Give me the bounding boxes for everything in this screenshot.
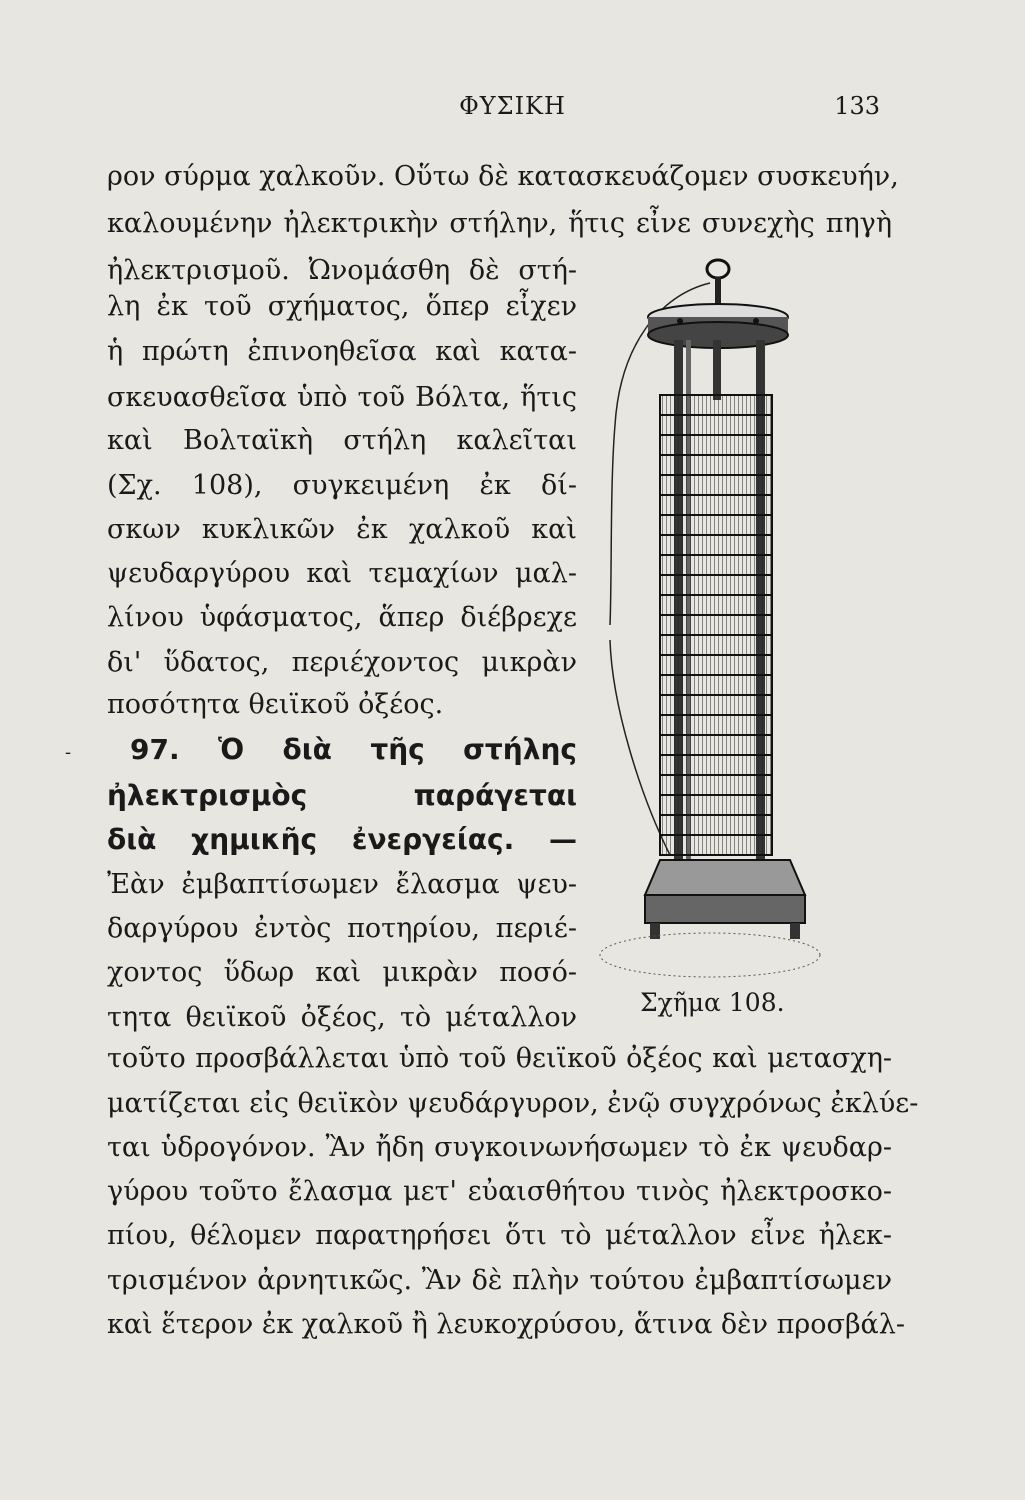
text-line: λίνου ὑφάσματος, ἅπερ διέβρεχε (107, 602, 577, 633)
text-line: ρον σύρμα χαλκοῦν. Οὕτω δὲ κατασκευάζομεν συσκευήν, (107, 161, 899, 192)
text-line: (Σχ. 108), συγκειμένη ἐκ δί- (107, 470, 577, 501)
text-line: δαργύρου ἐντὸς ποτηρίου, περιέ- (107, 913, 577, 944)
text-line: λη ἐκ τοῦ σχήματος, ὅπερ εἶχεν (107, 291, 577, 322)
text-line: ται ὑδρογόνον. Ἂν ἤδη συγκοινωνήσωμεν τὸ ἐκ ψευδαρ- (107, 1132, 892, 1163)
section-heading-line: 97. Ὁ διὰ τῆς στήλης (130, 733, 577, 766)
text-line: καὶ Βολταϊκὴ στήλη καλεῖται (107, 425, 577, 456)
text-line: ἠλεκτρισμοῦ. Ὠνομάσθη δὲ στή- (107, 255, 577, 286)
text-line: τρισμένον ἀρνητικῶς. Ἂν δὲ πλὴν τούτου ἐμβαπτίσωμεν (107, 1265, 892, 1296)
text-line: τοῦτο προσβάλλεται ὑπὸ τοῦ θειϊκοῦ ὀξέος καὶ μετασχη- (107, 1043, 892, 1074)
running-header-title: ΦΥΣΙΚΗ (459, 92, 566, 120)
section-heading-line: διὰ χημικῆς ἐνεργείας. — (107, 823, 577, 856)
text-line: ψευδαργύρου καὶ τεμαχίων μαλ- (107, 558, 577, 589)
text-line: καὶ ἕτερον ἐκ χαλκοῦ ἢ λευκοχρύσου, ἅτινα δὲν προσβάλ- (107, 1309, 906, 1340)
text-line: τητα θειϊκοῦ ὀξέος, τὸ μέταλλον (107, 1002, 577, 1033)
text-line: καλουμένην ἠλεκτρικὴν στήλην, ἥτις εἶνε συνεχὴς πηγὴ (107, 208, 892, 239)
margin-mark: - (65, 742, 72, 763)
voltaic-pile-figure (590, 255, 825, 985)
text-line: Ἐὰν ἐμβαπτίσωμεν ἔλασμα ψευ- (107, 869, 577, 900)
figure-caption: Σχῆμα 108. (640, 988, 785, 1017)
text-line: γύρου τοῦτο ἔλασμα μετ' εὐαισθήτου τινὸς ἠλεκτροσκο- (107, 1176, 892, 1207)
page-number: 133 (834, 92, 880, 120)
text-line: σκων κυκλικῶν ἐκ χαλκοῦ καὶ (107, 514, 577, 545)
text-line: ἡ πρώτη ἐπινοηθεῖσα καὶ κατα- (107, 336, 577, 367)
text-line: χοντος ὕδωρ καὶ μικρὰν ποσό- (107, 957, 577, 988)
text-line: δι' ὕδατος, περιέχοντος μικρὰν (107, 647, 577, 678)
voltaic-pile-illustration-icon (590, 255, 825, 985)
text-line: ποσότητα θειϊκοῦ ὀξέος. (107, 689, 444, 720)
text-line: ματίζεται εἰς θειϊκὸν ψευδάργυρον, ἐνῷ συγχρόνως ἐκλύε- (107, 1088, 919, 1119)
section-heading-line: ἠλεκτρισμὸς παράγεται (107, 779, 577, 812)
text-line: σκευασθεῖσα ὑπὸ τοῦ Βόλτα, ἥτις (107, 382, 577, 413)
text-line: πίου, θέλομεν παρατηρήσει ὅτι τὸ μέταλλον εἶνε ἠλεκ- (107, 1220, 892, 1251)
